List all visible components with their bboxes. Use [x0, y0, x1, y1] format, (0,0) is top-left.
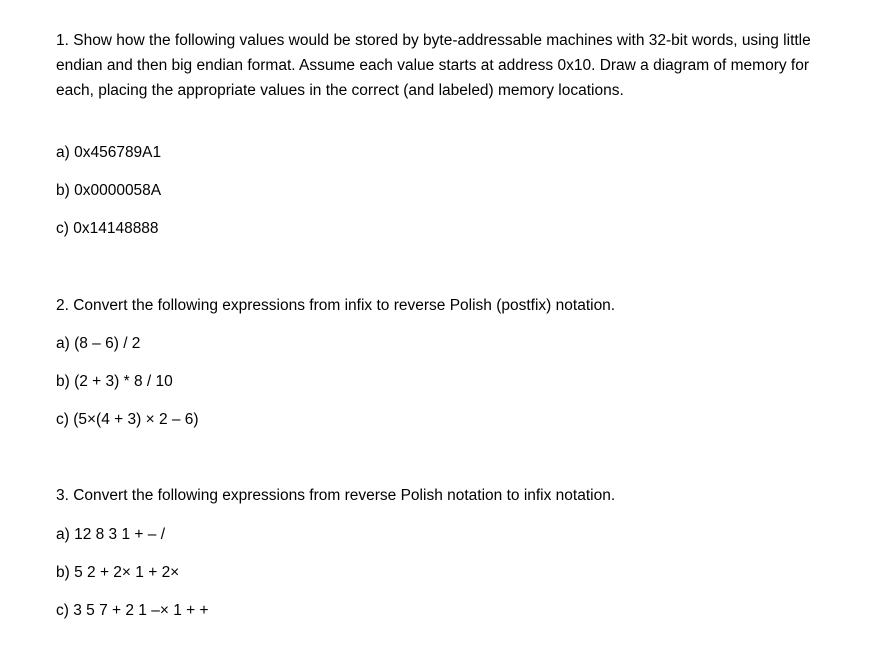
question-2-text: 2. Convert the following expressions from infix to reverse Polish (postfix) notation.: [56, 297, 616, 314]
question-1-item-c: c) 0x14148888: [56, 220, 159, 237]
question-3-item-c: c) 3 5 7 + 2 1 –× 1 + +: [56, 602, 209, 619]
question-2-item-b: b) (2 + 3) * 8 / 10: [56, 373, 173, 390]
question-1-text: 1. Show how the following values would be stored by byte-addressable machines with 32-bit words, using little endian and then big endian format. Assume each value starts at address 0x10. Draw a diagram of memory for each, placing the appropriate values in the correct (and labeled) memory locations.: [56, 32, 811, 99]
question-3-text: 3. Convert the following expressions from reverse Polish notation to infix notation.: [56, 487, 616, 504]
question-2-item-a: a) (8 – 6) / 2: [56, 335, 141, 352]
question-2-item-c: c) (5×(4 + 3) × 2 – 6): [56, 411, 199, 428]
question-1-item-a: a) 0x456789A1: [56, 144, 162, 161]
question-3-item-a: a) 12 8 3 1 + – /: [56, 526, 166, 543]
question-1-item-b: b) 0x0000058A: [56, 182, 162, 199]
question-3-item-b: b) 5 2 + 2× 1 + 2×: [56, 564, 180, 581]
